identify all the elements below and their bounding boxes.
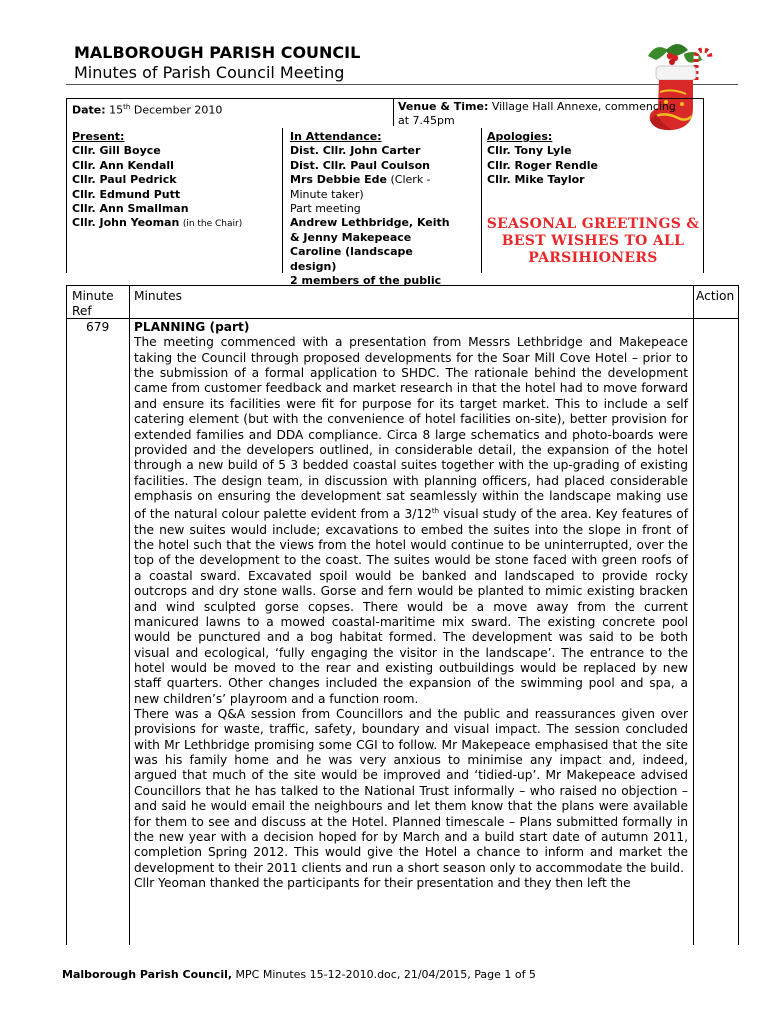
header-table-divider-1	[282, 128, 283, 273]
header-table-left-border	[66, 98, 67, 273]
date-day: 15	[109, 103, 124, 117]
apology-member: Cllr. Mike Taylor	[487, 173, 585, 187]
minutes-table-ref-divider	[129, 285, 130, 945]
minutes-table-header-rule	[66, 318, 738, 319]
header-table-venue-divider	[393, 98, 394, 126]
minutes-table-left-border	[66, 285, 67, 945]
attendance-line: Dist. Cllr. John Carter	[290, 144, 421, 158]
minute-paragraph: Cllr Yeoman thanked the participants for their presentation and they then left the	[134, 876, 631, 890]
footer-org: Malborough Parish Council,	[62, 968, 233, 981]
apologies-heading: Apologies:	[487, 130, 553, 143]
minute-item-ref: 679	[86, 320, 110, 334]
present-chair: Cllr. John Yeoman	[72, 216, 180, 230]
present-heading: Present:	[72, 130, 125, 143]
minutes-table-right-border	[738, 285, 739, 945]
date-suffix: th	[123, 103, 131, 111]
attendance-line: Dist. Cllr. Paul Coulson	[290, 158, 430, 172]
paragraph-text: The meeting commenced with a presentation from Messrs Lethbridge and Makepeace taking the Council through proposed developments for the Soar Mill Cove Hotel – prior to the submission of a formal application to SHDC. The rationale behind the development came from customer feedback and market research in that the hotel had to move forward and ensure its facilities were fit for purpose for its target market. This to include a self catering element (but with the convenience of hotel facilities on-site), better provision for extended families and DDA compliance. Circa 8 large schematics and photo-boards were provided and the developers outlined, in considerable detail, the expansion of the hotel through a new build of 5 3 bedded coastal suites together with the up-grading of existing facilities. The design team, in discussion with planning officers, had placed considerable emphasis on ensuring the development sat seamlessly within the landscape making use of the natural colour palette evident from a 3/12	[134, 335, 688, 522]
meeting-date	[72, 100, 222, 118]
present-member: Cllr. Paul Pedrick	[72, 173, 177, 187]
attendance-list	[290, 130, 460, 288]
minutes-table-action-divider	[693, 285, 694, 945]
attendance-heading: In Attendance:	[290, 130, 382, 143]
apology-member: Cllr. Tony Lyle	[487, 144, 572, 158]
paragraph-text: visual study of the area. Key features of the new suites would include; excavations to embed the suites into the slope in front of the hotel such that the views from the hotel would continue to be uninterrupted, over the top of the development to the coast. The suites would be stone faced with green roofs of a coastal sward. Excavated spoil would be banked and landscaped to provide rocky outcrops and dry stone walls. Gorse and fern would be planted to mimic existing bracken and wind sculpted gorse copses. There would be a move away from the current manicured lawns to a mowed coastal-maritime mix sward. The existing concrete pool would be punctured and a bog habitat formed. The development was said to be both visual and ecological, ‘fully engaging the visitor in the landscape’. The entrance to the hotel would be moved to the rear and existing outbuildings would be replaced by new staff quarters. Other changes included the expansion of the swimming pool and spa, a new children’s’ playroom and a function room.	[134, 507, 688, 706]
meeting-title: Minutes of Parish Council Meeting	[74, 63, 345, 82]
venue-label: Venue & Time:	[398, 100, 489, 113]
minute-paragraph: There was a Q&A session from Councillors and the public and reassurances given over provisions for waste, traffic, safety, boundary and visual impact. The session concluded with Mr Lethbridge promising some CGI to follow. Mr Makepeace emphasised that the site was his family home and he was very anxious to minimise any impact and, indeed, argued that much of the site would be improved and ‘tidied-up’. Mr Makepeace advised Councillors that he has talked to the National Trust informally – who raised no objection – and said he would email the neighbours and let them know that the plans were available for them to see and discuss at the Hotel. Planned timescale – Plans submitted formally in the new year with a decision hoped for by March and a build start date of autumn 2011, completion Spring 2012. This would give the Hotel a chance to inform and market the development to their 2011 clients and run a short season only to accommodate the build.	[134, 707, 688, 875]
ordinal-suffix: th	[431, 507, 440, 516]
attendance-line: Andrew Lethbridge, Keith & Jenny Makepeace	[290, 216, 450, 244]
minutes-table-top-border	[66, 285, 738, 286]
header-table-right-border	[703, 98, 704, 273]
attendance-clerk-note: (Clerk - Minute taker)	[290, 173, 431, 201]
greetings-line: PARSIHIONERS	[528, 250, 658, 266]
present-list	[72, 130, 242, 232]
footer-details: MPC Minutes 15-12-2010.doc, 21/04/2015, Page 1 of 5	[232, 968, 536, 981]
present-member: Cllr. Ann Smallman	[72, 202, 189, 216]
attendance-line: 2 members of the public	[290, 274, 442, 288]
present-member: Cllr. Gill Boyce	[72, 144, 161, 158]
minute-item-title: PLANNING (part)	[134, 320, 250, 334]
chair-note: (in the Chair)	[182, 219, 243, 230]
attendance-clerk: Mrs Debbie Ede	[290, 173, 387, 187]
venue-text: Village Hall Annexe, commencing at 7.45pm	[398, 100, 676, 128]
present-member: Cllr. Ann Kendall	[72, 158, 174, 172]
present-member: Cllr. Edmund Putt	[72, 187, 181, 201]
apology-member: Cllr. Roger Rendle	[487, 158, 598, 172]
meeting-venue	[398, 100, 688, 129]
minutes-body	[134, 320, 688, 891]
page-footer	[62, 968, 536, 982]
col-header-action: Action	[696, 289, 735, 303]
header-table-top-border	[66, 98, 704, 99]
date-rest: December 2010	[133, 103, 223, 117]
minute-paragraph	[134, 335, 688, 707]
col-header-minutes: Minutes	[134, 289, 182, 303]
date-label: Date:	[72, 103, 106, 117]
seasonal-greetings	[484, 216, 702, 267]
greetings-line: SEASONAL GREETINGS &	[486, 216, 700, 232]
attendance-line: Caroline (landscape design)	[290, 245, 413, 273]
header-table-divider-2	[481, 128, 482, 273]
apologies-list	[487, 130, 598, 188]
col-header-minute-ref: Minute Ref	[72, 289, 114, 318]
org-name: MALBOROUGH PARISH COUNCIL	[74, 43, 361, 62]
attendance-line: Part meeting	[290, 202, 361, 216]
greetings-line: BEST WISHES TO ALL	[501, 233, 685, 249]
